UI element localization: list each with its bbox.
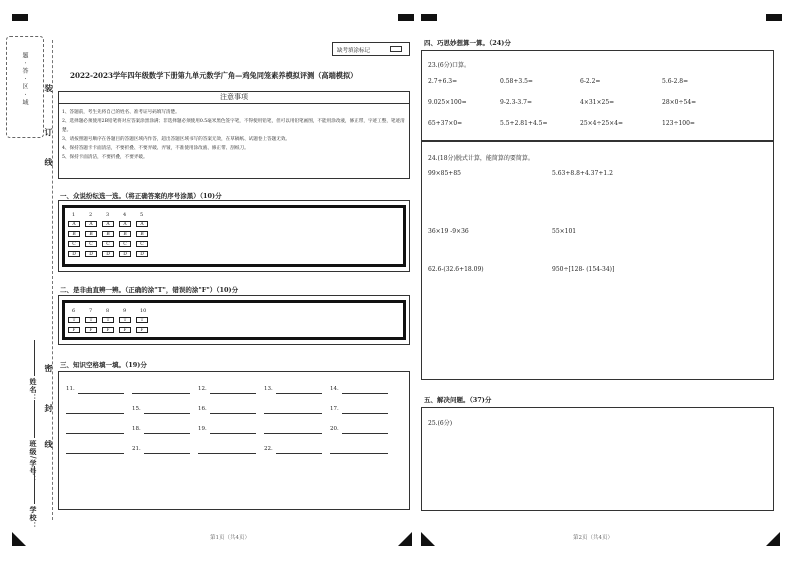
school-label: 学校： (29, 506, 38, 530)
fill-label: 12. (198, 386, 207, 392)
fill-label: 13. (264, 386, 273, 392)
choice-bubble-3-B[interactable]: B (102, 231, 114, 237)
binding-char-xian2: 线 (44, 440, 54, 449)
choice-bubble-2-B[interactable]: B (85, 231, 97, 237)
name-label: 姓名： (29, 378, 38, 402)
choice-number: 2 (89, 212, 93, 218)
notice-list (62, 108, 406, 162)
notice-item: 2、选择题必须使用2B铅笔将对应答案涂黑涂满；非选择题必须使用0.5毫米黑色签字笔，不得使用铅笔，但可以用铅笔画图，不能用涂改液，修正带，字迹工整，笔迹清楚。 (62, 119, 405, 133)
fill-label: 22. (264, 446, 273, 452)
tf-bubble-6-T[interactable]: T (68, 317, 80, 323)
fill-blank-line[interactable] (66, 413, 124, 414)
choice-bubble-1-B[interactable]: B (68, 231, 80, 237)
fill-blank-line[interactable] (342, 413, 388, 414)
corner-triangle-bottom-mid-right (421, 532, 435, 546)
fill-label: 15. (132, 406, 141, 412)
oral-question: 9-2.3-3.7= (500, 99, 532, 106)
calc-question: 99×85+85 (428, 170, 461, 177)
choice-bubble-4-A[interactable]: A (119, 221, 131, 227)
binding-char-ding: 订 (44, 128, 54, 137)
tf-bubble-9-T[interactable]: T (119, 317, 131, 323)
corner-triangle-bottom-right (766, 532, 780, 546)
corner-mark-top-mid-left (398, 14, 414, 21)
section3-heading: 三、知识空格填一填。（19)分 (60, 361, 147, 369)
choice-bubble-4-D[interactable]: D (119, 251, 131, 257)
calc-question: 950÷[128- (154-34)] (552, 266, 615, 273)
fill-blank-line[interactable] (132, 393, 190, 394)
choice-bubble-2-C[interactable]: C (85, 241, 97, 247)
choice-bubble-1-C[interactable]: C (68, 241, 80, 247)
fill-blank-line[interactable] (342, 433, 388, 434)
choice-number: 3 (106, 212, 110, 218)
fill-blank-line[interactable] (210, 413, 256, 414)
class-input-line[interactable] (34, 400, 35, 438)
notice-item: 4、保持答题卡卡面清洁，不要折叠、不要弄破、弄皱，不准使用涂改液、修正带、刮纸刀。 (62, 146, 249, 151)
seal-region-text: 题 · 答 · 区 · 域 (21, 52, 28, 107)
choice-bubble-2-D[interactable]: D (85, 251, 97, 257)
section4-heading: 四、巧思妙想算一算。（24)分 (424, 39, 511, 47)
oral-question: 4×31×25= (580, 99, 615, 106)
choice-number: 4 (123, 212, 127, 218)
fill-blank-line[interactable] (210, 393, 256, 394)
binding-char-zhuang: 装 (44, 84, 54, 93)
oral-question: 5.6-2.8= (662, 78, 689, 85)
tf-bubble-10-T[interactable]: T (136, 317, 148, 323)
oral-question: 5.5+2.81+4.5= (500, 120, 548, 127)
class-label: 班级/学号： (29, 440, 38, 484)
fill-blank-line[interactable] (330, 453, 388, 454)
school-input-line[interactable] (34, 466, 35, 504)
fill-label: 20. (330, 426, 339, 432)
fill-blank-line[interactable] (66, 433, 124, 434)
choice-number: 5 (140, 212, 144, 218)
binding-char-mi: 密 (44, 364, 54, 373)
notice-item: 1、答题前，考生先将自己的姓名、准考证号码填写清楚。 (62, 110, 180, 115)
q23-label: 23.(6分)口算。 (428, 62, 471, 69)
oral-question: 6-2.2= (580, 78, 601, 85)
choice-bubble-3-A[interactable]: A (102, 221, 114, 227)
absent-mark-label: 缺考填涂标记 (337, 48, 371, 54)
corner-triangle-bottom-mid-left (398, 532, 412, 546)
fill-blank-line[interactable] (342, 393, 388, 394)
q24-label: 24.(18分)脱式计算，能简算的要简算。 (428, 155, 534, 162)
tf-bubble-7-T[interactable]: T (85, 317, 97, 323)
oral-question: 2.7+6.3= (428, 78, 458, 85)
fill-label: 21. (132, 446, 141, 452)
tf-bubble-8-T[interactable]: T (102, 317, 114, 323)
fill-blank-line[interactable] (264, 433, 322, 434)
fill-label: 19. (198, 426, 207, 432)
q25-box (421, 407, 774, 511)
choice-bubble-3-D[interactable]: D (102, 251, 114, 257)
q25-label: 25.(6分) (428, 420, 453, 427)
tf-bubble-8-F[interactable]: F (102, 327, 114, 333)
oral-question: 0.58+3.5= (500, 78, 533, 85)
corner-mark-top-mid-right (421, 14, 437, 21)
oral-question: 123÷100= (662, 120, 695, 127)
corner-mark-top-left (12, 14, 28, 21)
fill-area (58, 371, 410, 510)
notice-title: 注意事项 (220, 93, 248, 101)
choice-bubble-4-B[interactable]: B (119, 231, 131, 237)
tf-number: 8 (106, 308, 110, 314)
fill-label: 14. (330, 386, 339, 392)
tf-bubble-7-F[interactable]: F (85, 327, 97, 333)
tf-number: 10 (140, 308, 147, 314)
fill-blank-line[interactable] (78, 393, 124, 394)
fill-blank-line[interactable] (210, 433, 256, 434)
choice-bubble-1-D[interactable]: D (68, 251, 80, 257)
tf-number: 9 (123, 308, 127, 314)
choice-number: 1 (72, 212, 76, 218)
fill-blank-line[interactable] (264, 413, 322, 414)
calc-question: 55×101 (552, 228, 577, 235)
section5-heading: 五、解决问题。（37)分 (424, 396, 492, 404)
calc-question: 62.6-(32.6+18.09) (428, 266, 484, 273)
choice-bubble-2-A[interactable]: A (85, 221, 97, 227)
name-input-line[interactable] (34, 340, 35, 376)
fill-blank-line[interactable] (198, 453, 256, 454)
choice-bubble-5-A[interactable]: A (136, 221, 148, 227)
page2-footer: 第2页（共4页） (573, 535, 613, 541)
q23-box (421, 50, 774, 141)
section2-heading: 二、是非曲直辨一辨。（正确的涂"T"，错误的涂"F"）（10)分 (60, 286, 239, 294)
exam-title: 2022-2023学年四年级数学下册第九单元数学广角—鸡兔同笼素养模拟评测（高端模拟） (70, 71, 358, 80)
binding-char-feng: 封 (44, 404, 54, 413)
fill-label: 17. (330, 406, 339, 412)
oral-question: 28×0÷54= (662, 99, 697, 106)
calc-question: 5.63+8.8+4.37+1.2 (552, 170, 613, 177)
fill-blank-line[interactable] (144, 433, 190, 434)
section1-heading: 一、众说纷纭选一选。（将正确答案的序号涂黑）（10)分 (60, 192, 222, 200)
notice-item: 5、保持卡面清洁，不要折叠，不要弄破。 (62, 155, 148, 160)
absent-mark-bubble[interactable] (390, 46, 402, 52)
tf-bubble-10-F[interactable]: F (136, 327, 148, 333)
oral-question: 65+37×0= (428, 120, 463, 127)
choice-bubble-5-D[interactable]: D (136, 251, 148, 257)
oral-question: 9.025×100= (428, 99, 467, 106)
tf-bubble-6-F[interactable]: F (68, 327, 80, 333)
fill-blank-line[interactable] (276, 453, 322, 454)
tf-number: 6 (72, 308, 76, 314)
oral-question: 25×4÷25×4= (580, 120, 624, 127)
fill-blank-line[interactable] (144, 413, 190, 414)
page1-footer: 第1页（共4页） (210, 535, 250, 541)
fill-label: 11. (66, 386, 75, 392)
choice-bubble-4-C[interactable]: C (119, 241, 131, 247)
tf-number: 7 (89, 308, 93, 314)
choice-bubble-1-A[interactable]: A (68, 221, 80, 227)
fill-label: 18. (132, 426, 141, 432)
calc-question: 36×19 -9×36 (428, 228, 469, 235)
fill-blank-line[interactable] (66, 453, 124, 454)
choice-bubble-5-B[interactable]: B (136, 231, 148, 237)
binding-char-xian: 线 (44, 158, 54, 167)
corner-triangle-bottom-left (12, 532, 26, 546)
choice-bubble-5-C[interactable]: C (136, 241, 148, 247)
notice-item: 3、请按照题号顺序在各题目的答题区域内作答，超出答题区域书写的答案无效，在草稿纸、试题卷上答题无效。 (62, 137, 291, 142)
choice-bubble-3-C[interactable]: C (102, 241, 114, 247)
tf-bubble-9-F[interactable]: F (119, 327, 131, 333)
fill-blank-line[interactable] (276, 393, 322, 394)
corner-mark-top-right (766, 14, 782, 21)
notice-title-row (58, 91, 410, 104)
fill-blank-line[interactable] (144, 453, 190, 454)
fill-label: 16. (198, 406, 207, 412)
